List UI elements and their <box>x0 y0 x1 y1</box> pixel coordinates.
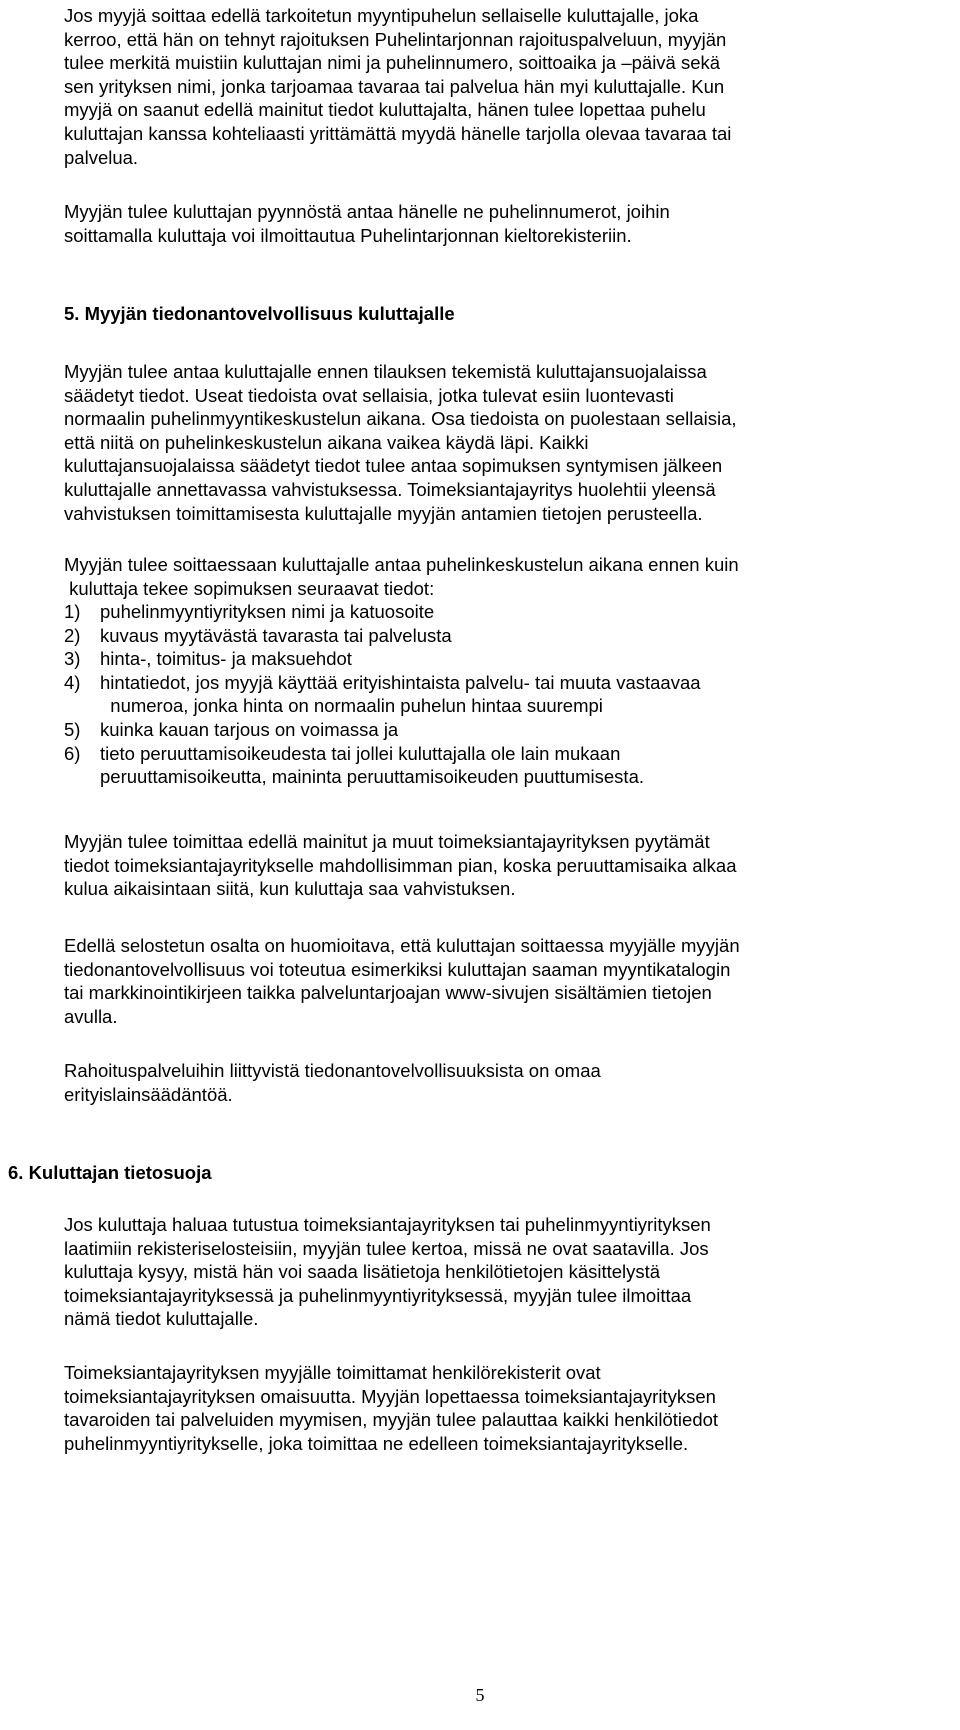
list-text: kuvaus myytävästä tavarasta tai palvelusta <box>100 624 452 646</box>
list-number: 1) <box>64 601 81 622</box>
section-5-list-intro <box>64 553 739 600</box>
section-6-heading: 6. Kuluttajan tietosuoja <box>8 1162 212 1183</box>
information-list <box>64 600 872 789</box>
text-line: erityislainsäädäntöä. <box>64 1083 233 1105</box>
section-5-paragraph-1 <box>64 360 737 525</box>
text-line: tiedonantovelvollisuus voi toteutua esimerkiksi kuluttajan saaman myyntikatalogin <box>64 958 731 980</box>
list-item <box>64 671 872 718</box>
text-line: Edellä selostetun osalta on huomioitava, että kuluttajan soittaessa myyjälle myyjän <box>64 935 740 956</box>
text-line: että niitä on puhelinkeskustelun aikana vaikea käydä läpi. Kaikki <box>64 431 589 453</box>
text-line: kerroo, että hän on tehnyt rajoituksen Puhelintarjonnan rajoituspalveluun, myyjän <box>64 28 727 50</box>
text-line: vahvistuksen toimittamisesta kuluttajalle myyjän antamien tietojen perusteella. <box>64 502 703 524</box>
list-text: hintatiedot, jos myyjä käyttää erityishintaista palvelu- tai muuta vastaavaa <box>100 671 701 693</box>
section-5-paragraph-3 <box>64 934 740 1028</box>
text-line: puhelinmyyntiyritykselle, joka toimittaa ne edelleen toimeksiantajayritykselle. <box>64 1432 689 1454</box>
text-line: säädetyt tiedot. Useat tiedoista ovat sellaisia, jotka tulevat esiin luontevasti <box>64 384 674 406</box>
list-item <box>64 742 872 789</box>
list-number: 2) <box>64 624 81 646</box>
text-line: Myyjän tulee kuluttajan pyynnöstä antaa hänelle ne puhelinnumerot, joihin <box>64 201 670 222</box>
text-line: Myyjän tulee toimittaa edellä mainitut ja muut toimeksiantajayrityksen pyytämät <box>64 831 710 852</box>
list-number: 5) <box>64 718 81 740</box>
text-line: kuluttajalle annettavassa vahvistuksessa. Toimeksiantajayritys huolehtii yleensä <box>64 478 716 500</box>
list-text: puhelinmyyntiyrityksen nimi ja katuosoite <box>100 601 435 622</box>
list-number: 4) <box>64 671 81 693</box>
text-line: laatimiin rekisteriselosteisiin, myyjän tulee kertoa, missä ne ovat saatavilla. Jos <box>64 1237 709 1259</box>
text-line: tiedot toimeksiantajayritykselle mahdollisimman pian, koska peruuttamisaika alkaa <box>64 854 737 876</box>
list-item <box>64 647 872 671</box>
list-text: tieto peruuttamisoikeudesta tai jollei kuluttajalla ole lain mukaan <box>100 742 621 764</box>
section-5-heading: 5. Myyjän tiedonantovelvollisuus kuluttajalle <box>64 303 455 324</box>
text-line: kuluttaja tekee sopimuksen seuraavat tiedot: <box>64 577 435 599</box>
list-item <box>64 600 872 624</box>
text-line: myyjä on saanut edellä mainitut tiedot kuluttajalta, hänen tulee lopettaa puhelu <box>64 99 706 121</box>
section-5-paragraph-2 <box>64 830 736 901</box>
text-line: kuluttajansuojalaissa säädetyt tiedot tulee antaa sopimuksen syntymisen jälkeen <box>64 455 723 477</box>
list-item <box>64 624 872 648</box>
text-line: palvelua. <box>64 146 139 168</box>
section-6-paragraph-2 <box>64 1361 718 1455</box>
text-line: tulee merkitä muistiin kuluttajan nimi ja puhelinnumero, soittoaika ja –päivä sekä <box>64 52 721 74</box>
list-item <box>64 718 872 742</box>
page-number: 5 <box>475 1685 485 1705</box>
list-number: 3) <box>64 648 81 670</box>
text-line: avulla. <box>64 1005 118 1027</box>
text-line: kuluttajan kanssa kohteliaasti yrittämättä myydä hänelle tarjolla olevaa tavaraa tai <box>64 122 732 144</box>
list-text-continuation: peruuttamisoikeutta, maininta peruuttamisoikeuden puuttumisesta. <box>100 766 644 788</box>
text-line: kuluttaja kysyy, mistä hän voi saada lisätietoja henkilötietojen käsittelystä <box>64 1261 661 1283</box>
section-5-paragraph-4 <box>64 1059 601 1106</box>
text-line: Jos kuluttaja haluaa tutustua toimeksiantajayrityksen tai puhelinmyyntiyrityksen <box>64 1214 711 1235</box>
list-number: 6) <box>64 742 81 764</box>
list-text-continuation: numeroa, jonka hinta on normaalin puhelun hintaa suurempi <box>100 695 603 717</box>
list-text: kuinka kauan tarjous on voimassa ja <box>100 718 399 740</box>
text-line: toimeksiantajayrityksessä ja puhelinmyyntiyrityksessä, myyjän tulee ilmoittaa <box>64 1284 692 1306</box>
intro-paragraph-2 <box>64 200 670 247</box>
text-line: Myyjän tulee antaa kuluttajalle ennen tilauksen tekemistä kuluttajansuojalaissa <box>64 361 707 382</box>
text-line: normaalin puhelinmyyntikeskustelun aikana. Osa tiedoista on puolestaan sellaisia, <box>64 408 737 430</box>
text-line: Jos myyjä soittaa edellä tarkoitetun myyntipuhelun sellaiselle kuluttajalle, joka <box>64 5 699 26</box>
text-line: Toimeksiantajayrityksen myyjälle toimittamat henkilörekisterit ovat <box>64 1362 601 1383</box>
text-line: toimeksiantajayrityksen omaisuutta. Myyjän lopettaessa toimeksiantajayrityksen <box>64 1385 716 1407</box>
text-line: Rahoituspalveluihin liittyvistä tiedonantovelvollisuuksista on omaa <box>64 1060 601 1081</box>
text-line: kulua aikaisintaan siitä, kun kuluttaja saa vahvistuksen. <box>64 878 516 900</box>
text-line: sen yrityksen nimi, jonka tarjoamaa tavaraa tai palvelua hän myi kuluttajalle. Kun <box>64 75 725 97</box>
text-line: soittamalla kuluttaja voi ilmoittautua Puhelintarjonnan kieltorekisteriin. <box>64 224 632 246</box>
text-line: Myyjän tulee soittaessaan kuluttajalle antaa puhelinkeskustelun aikana ennen kuin <box>64 554 739 575</box>
text-line: tai markkinointikirjeen taikka palveluntarjoajan www-sivujen sisältämien tietojen <box>64 982 712 1004</box>
text-line: tavaroiden tai palveluiden myymisen, myyjän tulee palauttaa kaikki henkilötiedot <box>64 1409 719 1431</box>
section-6-paragraph-1 <box>64 1213 711 1331</box>
text-line: nämä tiedot kuluttajalle. <box>64 1308 259 1330</box>
list-text: hinta-, toimitus- ja maksuehdot <box>100 648 352 670</box>
intro-paragraph-1 <box>64 4 872 169</box>
